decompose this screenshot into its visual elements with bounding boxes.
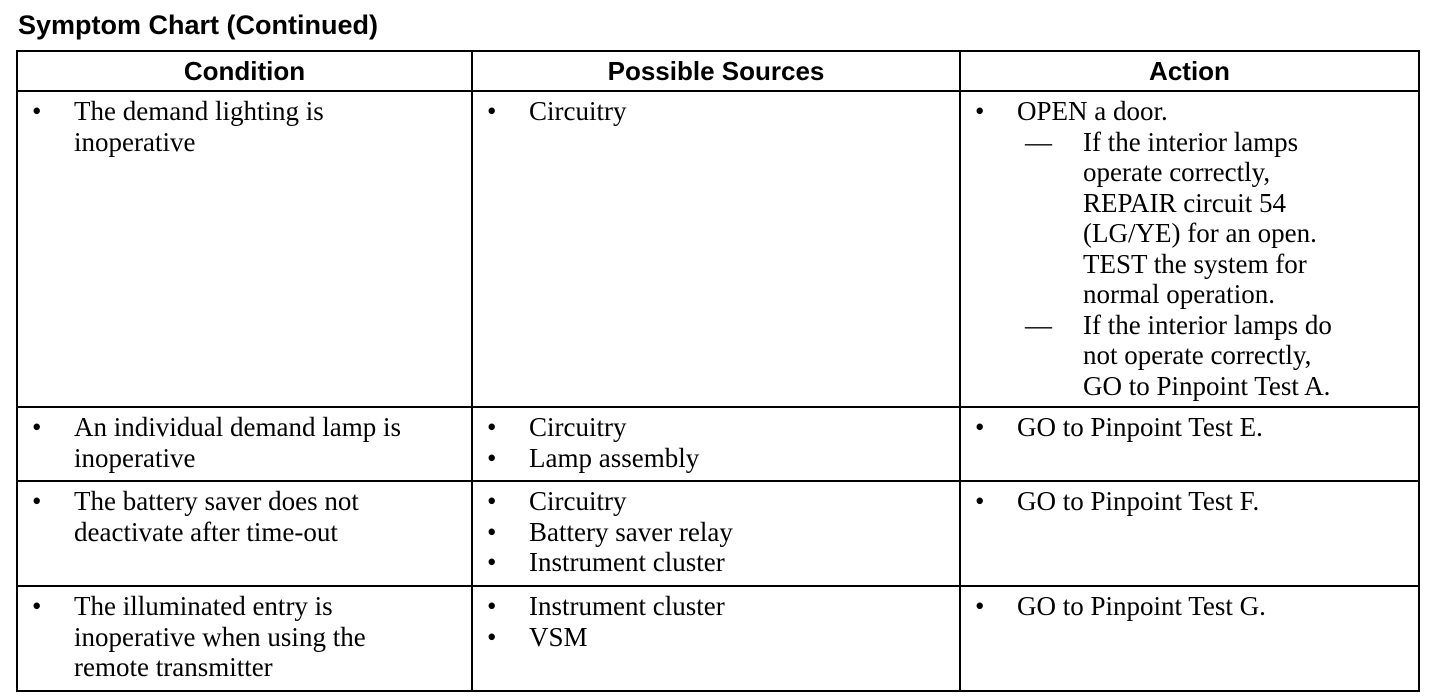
- source-item: [473, 486, 959, 517]
- condition-item: [18, 486, 471, 547]
- condition-item: [18, 591, 471, 683]
- bullet-icon: •: [32, 412, 42, 442]
- bullet-icon: •: [487, 442, 497, 473]
- action-subline: operate correctly,: [1083, 157, 1271, 187]
- condition-line: inoperative: [74, 442, 196, 473]
- source-item: [473, 412, 959, 443]
- source-item: [473, 517, 959, 548]
- dash-icon: —: [1025, 309, 1052, 340]
- action-subitem: [961, 127, 1418, 310]
- action-subline: not operate correctly,: [1083, 340, 1312, 370]
- bullet-icon: •: [32, 96, 42, 126]
- bullet-icon: •: [487, 412, 497, 442]
- action-item: [961, 486, 1418, 517]
- action-item: [961, 412, 1418, 443]
- table-row: [17, 407, 1419, 481]
- source-line: Instrument cluster: [529, 591, 725, 621]
- action-subline: (LG/YE) for an open.: [1083, 218, 1317, 248]
- header-possible-sources: Possible Sources: [472, 51, 960, 91]
- sources-cell: [472, 481, 960, 586]
- header-condition: Condition: [17, 51, 472, 91]
- action-subline: If the interior lamps do: [1083, 309, 1332, 340]
- action-subline: If the interior lamps: [1083, 126, 1299, 157]
- action-subline: GO to Pinpoint Test A.: [1083, 370, 1331, 401]
- action-item: [961, 96, 1418, 127]
- action-line: OPEN a door.: [1017, 96, 1168, 126]
- action-subline: normal operation.: [1083, 279, 1275, 309]
- bullet-icon: •: [975, 96, 985, 126]
- table-header-row: [17, 51, 1419, 91]
- bullet-icon: •: [975, 412, 985, 442]
- action-line: GO to Pinpoint Test F.: [1017, 486, 1260, 516]
- dash-icon: —: [1025, 126, 1052, 157]
- action-line: GO to Pinpoint Test E.: [1017, 412, 1263, 442]
- condition-cell: [17, 407, 472, 481]
- bullet-icon: •: [975, 591, 985, 621]
- source-item: [473, 591, 959, 622]
- action-item: [961, 591, 1418, 622]
- bullet-icon: •: [487, 516, 497, 547]
- source-line: VSM: [529, 621, 588, 652]
- action-cell: [960, 586, 1419, 691]
- action-cell: [960, 91, 1419, 407]
- source-item: [473, 96, 959, 127]
- condition-line: remote transmitter: [74, 652, 273, 682]
- condition-line: The demand lighting is: [74, 96, 324, 126]
- source-item: [473, 443, 959, 474]
- source-line: Circuitry: [529, 486, 627, 516]
- table-row: [17, 481, 1419, 586]
- symptom-chart-table: [16, 50, 1420, 692]
- condition-line: An individual demand lamp is: [74, 412, 401, 442]
- condition-cell: [17, 91, 472, 407]
- bullet-icon: •: [32, 591, 42, 621]
- source-line: Lamp assembly: [529, 442, 700, 473]
- bullet-icon: •: [487, 486, 497, 516]
- table-row: [17, 91, 1419, 407]
- condition-line: deactivate after time-out: [74, 516, 338, 547]
- page-title: Symptom Chart (Continued): [18, 10, 378, 40]
- condition-item: [18, 96, 471, 157]
- sources-cell: [472, 586, 960, 691]
- bullet-icon: •: [487, 591, 497, 621]
- sources-cell: [472, 407, 960, 481]
- source-item: [473, 547, 959, 578]
- condition-line: The illuminated entry is: [74, 591, 333, 621]
- condition-cell: [17, 586, 472, 691]
- source-item: [473, 622, 959, 653]
- action-cell: [960, 407, 1419, 481]
- bullet-icon: •: [487, 621, 497, 652]
- sources-cell: [472, 91, 960, 407]
- bullet-icon: •: [32, 486, 42, 516]
- bullet-icon: •: [975, 486, 985, 516]
- action-subline: TEST the system for: [1083, 248, 1307, 279]
- action-subitem: [961, 310, 1418, 402]
- source-line: Circuitry: [529, 412, 627, 442]
- condition-item: [18, 412, 471, 473]
- header-action: Action: [960, 51, 1419, 91]
- action-cell: [960, 481, 1419, 586]
- bullet-icon: •: [487, 96, 497, 126]
- bullet-icon: •: [487, 547, 497, 577]
- condition-cell: [17, 481, 472, 586]
- source-line: Instrument cluster: [529, 547, 725, 577]
- condition-line: The battery saver does not: [74, 486, 359, 516]
- action-subline: REPAIR circuit 54: [1083, 187, 1287, 218]
- table-row: [17, 586, 1419, 691]
- condition-line: inoperative when using the: [74, 621, 366, 652]
- condition-line: inoperative: [74, 126, 196, 157]
- source-line: Circuitry: [529, 96, 627, 126]
- source-line: Battery saver relay: [529, 516, 733, 547]
- action-line: GO to Pinpoint Test G.: [1017, 591, 1266, 621]
